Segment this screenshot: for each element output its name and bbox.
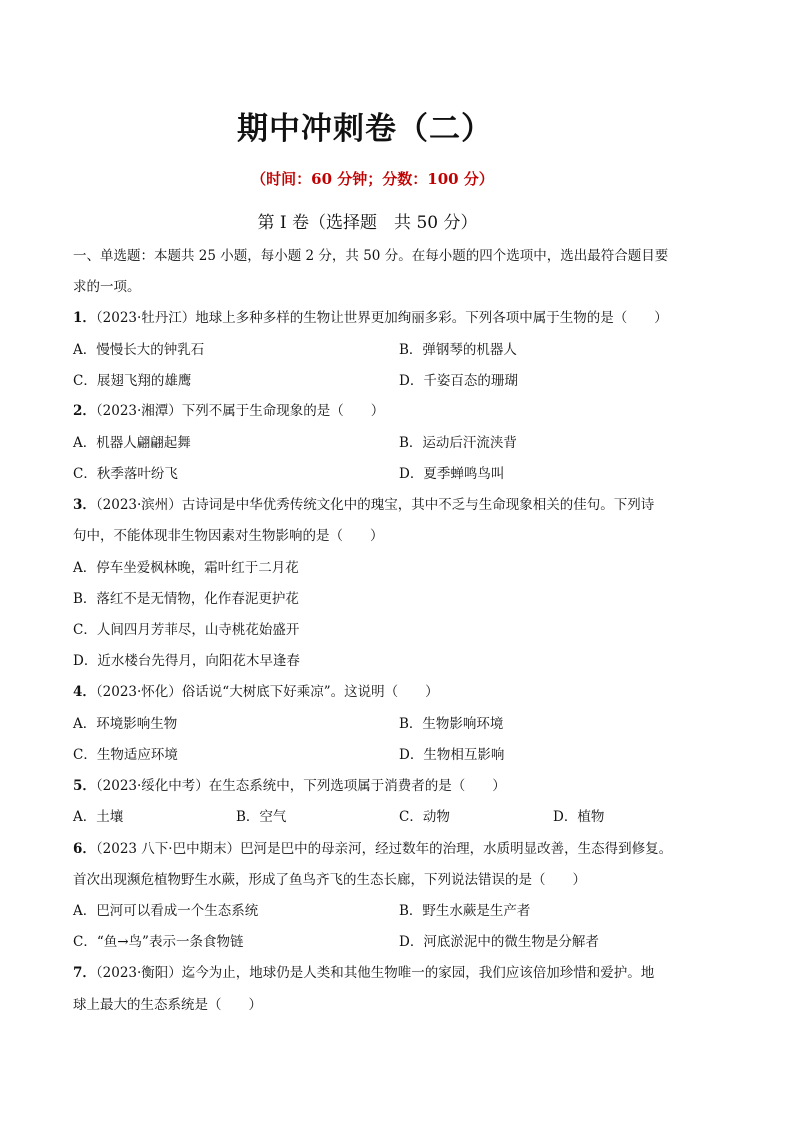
question-number: 4． — [73, 684, 96, 700]
section-title: 第 I 卷（选择题 共 50 分） — [257, 213, 478, 233]
question-text: （2023·怀化）俗话说“大树底下好乘凉”。这说明（ ） — [95, 684, 439, 700]
option-2d[interactable]: D．夏季蝉鸣鸟叫 — [399, 466, 505, 482]
question-7-stem-cont: 球上最大的生态系统是（ ） — [73, 997, 262, 1013]
question-text: （2023·滨州）古诗词是中华优秀传统文化中的瑰宝，其中不乏与生命现象相关的佳句。下列诗 — [95, 497, 655, 513]
question-number: 3． — [73, 497, 96, 513]
question-6-stem-cont: 首次出现濒危植物野生水蕨，形成了鱼鸟齐飞的生态长廊，下列说法错误的是（ ） — [73, 872, 586, 888]
option-5b[interactable]: B．空气 — [236, 809, 287, 825]
time-score-line: （时间：60 分钟；分数：100 分） — [251, 170, 494, 188]
option-3d[interactable]: D．近水楼台先得月，向阳花木早逢春 — [73, 653, 300, 669]
question-1-stem — [73, 308, 668, 328]
question-text: （2023 八下·巴中期末）巴河是巴中的母亲河，经过数年的治理，水质明显改善，生态得到修复。 — [95, 841, 673, 857]
question-number: 7． — [73, 965, 96, 981]
question-7-stem — [73, 963, 654, 983]
question-number: 1． — [73, 310, 96, 326]
option-6a[interactable]: A．巴河可以看成一个生态系统 — [73, 903, 259, 919]
option-4d[interactable]: D．生物相互影响 — [399, 747, 505, 763]
instructions-line-2: 求的一项。 — [73, 279, 141, 295]
question-number: 2． — [73, 403, 96, 419]
option-4c[interactable]: C．生物适应环境 — [73, 747, 178, 763]
question-text: （2023·牡丹江）地球上多种多样的生物让世界更加绚丽多彩。下列各项中属于生物的是（ ） — [95, 310, 668, 326]
option-3c[interactable]: C．人间四月芳菲尽，山寺桃花始盛开 — [73, 622, 300, 638]
question-number: 5． — [73, 778, 96, 794]
option-6d[interactable]: D．河底淤泥中的微生物是分解者 — [399, 934, 599, 950]
question-text: （2023·湘潭）下列不属于生命现象的是（ ） — [95, 403, 385, 419]
option-4a[interactable]: A．环境影响生物 — [73, 716, 178, 732]
option-1b[interactable]: B．弹钢琴的机器人 — [399, 342, 517, 358]
option-2b[interactable]: B．运动后汗流浃背 — [399, 435, 517, 451]
option-6b[interactable]: B．野生水蕨是生产者 — [399, 903, 531, 919]
question-3-stem — [73, 495, 654, 515]
question-3-stem-cont: 句中，不能体现非生物因素对生物影响的是（ ） — [73, 528, 384, 544]
instructions-line-1: 一、单选题：本题共 25 小题，每小题 2 分，共 50 分。在每小题的四个选项中，选出最符合题目要 — [73, 248, 669, 264]
option-3a[interactable]: A．停车坐爱枫林晚，霜叶红于二月花 — [73, 560, 299, 576]
page-title: 期中冲刺卷（二） — [237, 111, 493, 147]
question-number: 6． — [73, 841, 96, 857]
question-text: （2023·绥化中考）在生态系统中，下列选项属于消费者的是（ ） — [95, 778, 506, 794]
question-2-stem — [73, 401, 384, 421]
option-2a[interactable]: A．机器人翩翩起舞 — [73, 435, 191, 451]
option-1d[interactable]: D．千姿百态的珊瑚 — [399, 373, 518, 389]
option-6c[interactable]: C．“鱼→鸟”表示一条食物链 — [73, 934, 244, 950]
option-5c[interactable]: C．动物 — [399, 809, 450, 825]
option-5a[interactable]: A．土壤 — [73, 809, 124, 825]
question-text: （2023·衡阳）迄今为止，地球仍是人类和其他生物唯一的家园，我们应该倍加珍惜和爱护。地 — [95, 965, 655, 981]
option-4b[interactable]: B．生物影响环境 — [399, 716, 504, 732]
question-6-stem — [73, 839, 672, 859]
option-1a[interactable]: A．慢慢长大的钟乳石 — [73, 342, 205, 358]
question-5-stem — [73, 776, 506, 796]
option-2c[interactable]: C．秋季落叶纷飞 — [73, 466, 178, 482]
option-3b[interactable]: B．落红不是无情物，化作春泥更护花 — [73, 591, 299, 607]
option-1c[interactable]: C．展翅飞翔的雄鹰 — [73, 373, 192, 389]
question-4-stem — [73, 682, 439, 702]
option-5d[interactable]: D．植物 — [553, 809, 605, 825]
